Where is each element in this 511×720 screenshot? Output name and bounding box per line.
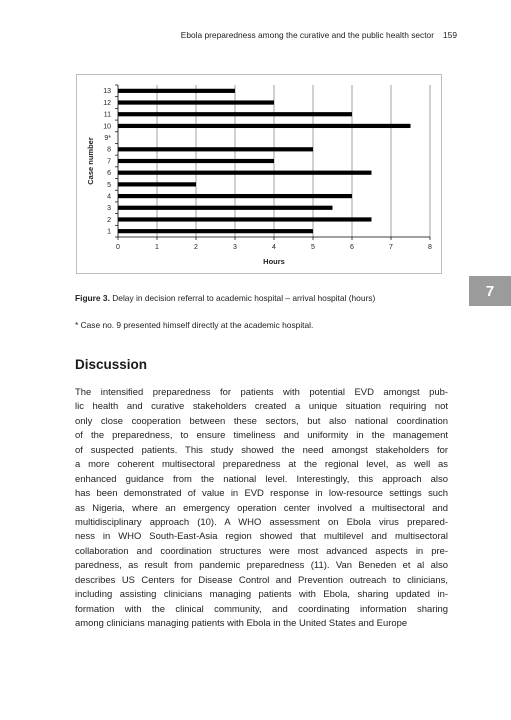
bar [118,159,274,163]
chapter-tab: 7 [469,276,511,306]
bar [118,206,333,210]
body-line: collaboration and coordination structures were most advanced aspects in pre- [75,545,448,557]
body-line: a more coherent multisectoral preparedness at the regional level, as well as [75,459,448,471]
y-tick-label: 3 [107,205,111,213]
body-line: has been demonstrated of value in EVD response in low-resource settings such [75,488,448,500]
y-tick-label: 9* [104,135,111,143]
body-line: of suspected patients. This study showed the need amongst stakeholders for [75,444,448,456]
body-line: of the preparedness, to ensure timeliness and uniformity in the management [75,430,448,442]
x-tick-label: 5 [311,244,315,251]
body-line: describes US Centers for Disease Control and Prevention outreach to clinicians, [75,574,448,586]
body-line: ness in WHO South-East-Asia region showed that multilevel and multisectoral [75,531,448,543]
body-line: as Nigeria, where an emergency operation center involved a multisectoral and [75,502,448,514]
y-tick-label: 5 [107,181,111,189]
y-tick-label: 2 [107,216,111,224]
figure-caption-text: Delay in decision referral to academic hospital – arrival hospital (hours) [109,293,376,303]
y-tick-label: 13 [103,88,111,96]
x-tick-label: 6 [350,244,354,251]
bar [118,112,352,116]
bar [118,194,352,198]
running-head [181,30,457,40]
body-line: formation with the clinical community, and coordinating information sharing [75,603,448,615]
x-tick-label: 4 [272,244,276,251]
x-tick-label: 0 [116,244,120,251]
y-tick-label: 12 [103,99,111,107]
discussion-body [75,386,448,631]
page-number: 159 [443,30,457,40]
body-line: The intensified preparedness for patients with potential EVD amongst pub- [75,387,448,398]
section-heading: Discussion [75,357,148,372]
body-line: paredness, as result from pandemic preparedness (11). Van Beneden et al also [75,560,448,572]
body-line: enhanced guidance from the national level. Interestingly, this approach also [75,473,448,485]
y-tick-label: 6 [107,170,111,178]
y-tick-label: 11 [103,111,111,119]
bar [118,182,196,186]
y-tick-label: 10 [103,123,111,131]
x-tick-label: 7 [389,244,393,251]
y-axis-title: Case number [86,137,95,185]
y-tick-label: 8 [107,146,111,154]
figure-caption-label: Figure 3. [75,293,110,303]
x-tick-label: 3 [233,244,237,251]
y-tick-label: 4 [107,193,111,201]
bar [118,147,313,151]
x-tick-label: 2 [194,244,198,251]
bar [118,100,274,104]
body-line: only close cooperation between these sectors, but also national coordination [75,415,448,427]
body-line: including assisting clinicians managing patients with Ebola, sharing updated in- [75,589,448,601]
bar [118,217,372,221]
running-head-title: Ebola preparedness among the curative and the public health sector [180,30,435,40]
x-tick-label: 8 [428,244,432,251]
body-line: among clinicians managing patients with Ebola in the United States and Europe [75,618,408,629]
figure-caption [75,293,445,303]
bar [118,229,313,233]
bar-chart-svg [77,75,441,273]
y-tick-label: 7 [107,158,111,166]
y-tick-label: 1 [107,228,111,236]
figure-footnote: * Case no. 9 presented himself directly at the academic hospital. [75,320,314,330]
figure-3-chart [76,74,442,274]
x-tick-label: 1 [155,244,159,251]
bar [118,124,411,128]
bar [118,171,372,175]
body-line: lic health and curative stakeholders created a unique situation requiring not [75,401,448,413]
bar [118,89,235,93]
body-line: multidisciplinary approach (10). A WHO assessment on Ebola virus prepared- [75,516,448,528]
x-axis-title: Hours [263,257,285,266]
